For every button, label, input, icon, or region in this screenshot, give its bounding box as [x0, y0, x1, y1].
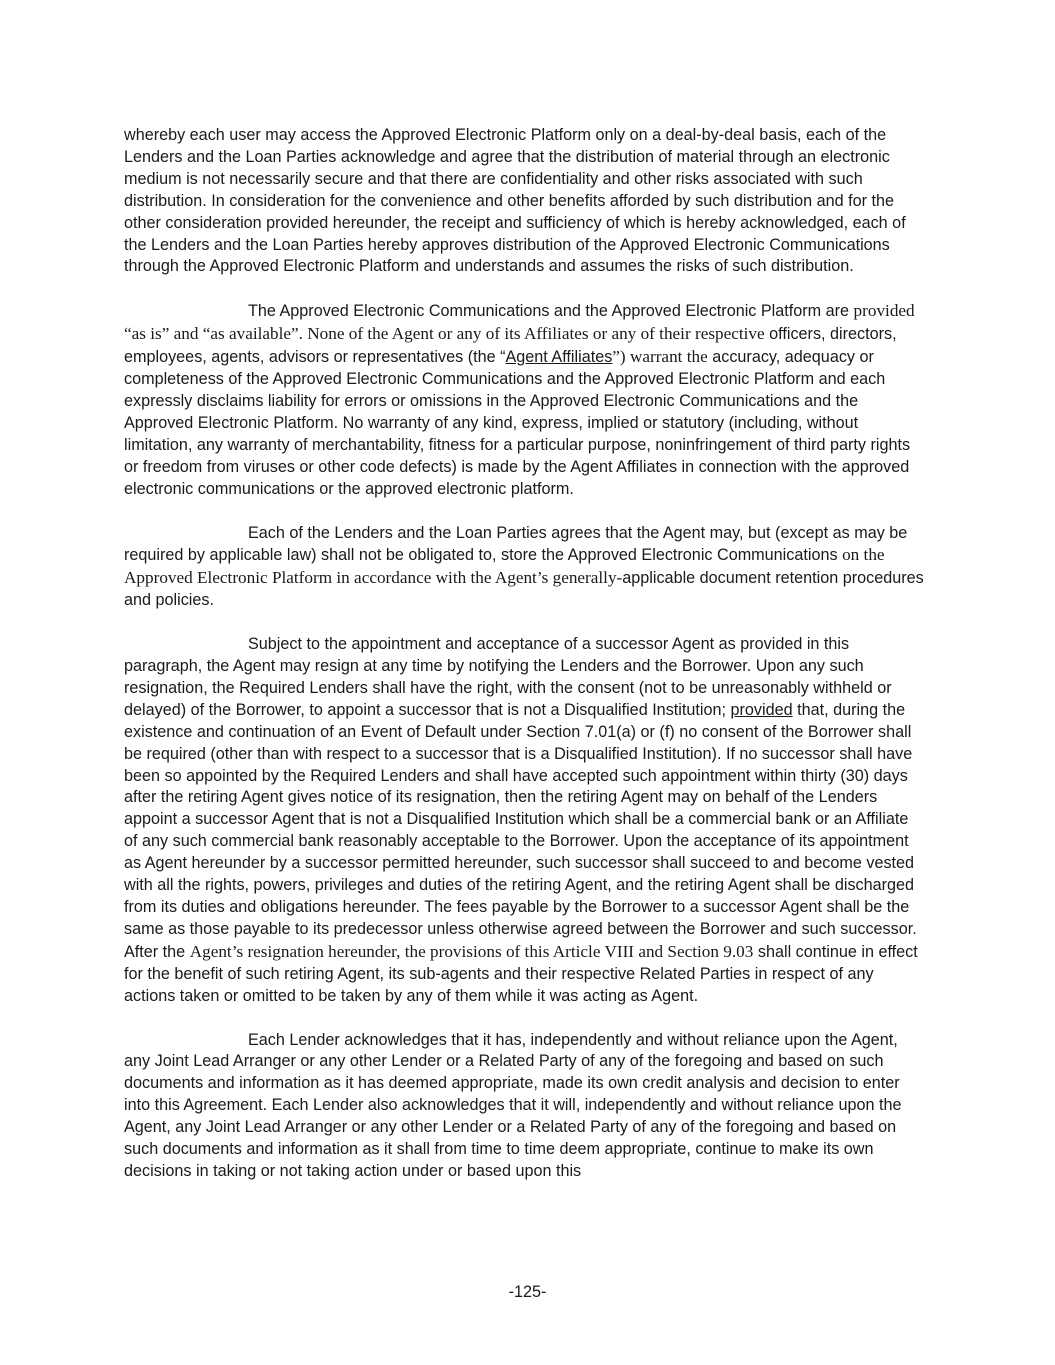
- paragraph-text: whereby each user may access the Approved Electronic Platform only on a deal-by-deal basis, each of the Lenders and the Loan Parties acknowledge and agree that the distribution of material through an electronic medium is not necessarily secure and that there are confidentiality and other risks associated with such distribution. In consideration for the convenience and other benefits afforded by such distribution and for the other consideration provided hereunder, the receipt and sufficiency of which is hereby acknowledged, each of the Lenders and the Loan Parties hereby approves distribution of the Approved Electronic Communications through the Approved Electronic Platform and understands and assumes the risks of such distribution.: [124, 126, 906, 276]
- paragraph-text: Each Lender acknowledges that it has, independently and without reliance upon the Agent, any Joint Lead Arranger or any other Lender or a Related Party of any of the foregoing and based on such documents and information as it has deemed appropriate, made its own credit analysis and decision to enter into this Agreement. Each Lender also acknowledges that it will, independently and without reliance upon the Agent, any Joint Lead Arranger or any other Lender or a Related Party of any of the foregoing and based on such documents and information as it shall from time to time deem appropriate, continue to make its own decisions in taking or not taking action under or based upon this: [124, 1030, 902, 1180]
- paragraph-text: that, during the existence and continuation of an Event of Default under Section 7.01(a) or (f) no consent of the Borrower shall be required (other than with respect to a successor that is a Disqualified Institution). If no successor shall have been so appointed by the Required Lenders and shall have accepted such appointment within thirty (30) days after the retiring Agent gives notice of its resignation, then the retiring Agent may on behalf of the Lenders appoint a successor Agent that is not a Disqualified Institution which shall be a commercial bank or an Affiliate of any such commercial bank reasonably acceptable to the Borrower. Upon the acceptance of its appointment as Agent hereunder by a successor permitted hereunder, such successor shall succeed to and become vested with all the rights, powers, privileges and duties of the retiring Agent, and the retiring Agent shall be discharged from its duties and obligations hereunder. The fees payable by the Borrower to a successor Agent shall be the same as those payable to its predecessor unless otherwise agreed between the Borrower and such successor. After the: [124, 700, 917, 961]
- paragraph-text: Subject to the appointment and acceptance of a successor Agent as provided in this paragraph, the Agent may resign at any time by notifying the Lenders and the Borrower. Upon any such resignation, the Required Lenders shall have the right, with the consent (not to be unreasonably withheld or delayed) of the Borrower, to appoint a successor that is not a Disqualified Institution;: [124, 635, 892, 719]
- paragraph-text-serif: provided “as is” and “as available”. None of the Agent or any of its Affiliates or any of their respective: [124, 301, 915, 344]
- paragraph-text-serif: on the Approved Electronic Platform in accordance with the Agent’s generally-: [124, 545, 885, 588]
- paragraph-text: The Approved Electronic Communications and the Approved Electronic Platform are: [248, 302, 850, 321]
- defined-term-agent-affiliates: Agent Affiliates: [505, 348, 613, 367]
- page-number: -125-: [508, 1283, 547, 1301]
- defined-term-provided: provided: [730, 700, 793, 719]
- paragraph-text: accuracy, adequacy or completeness of the Approved Electronic Communications and the Approved Electronic Platform and each expressly disclaims liability for errors or omissions in the Approved Electronic Communications and the Approved Electronic Platform. No warranty of any kind, express, implied or statutory (including, without limitation, any warranty of merchantability, fitness for a particular purpose, noninfringement of third party rights or freedom from viruses or other code defects) is made by the Agent Affiliates in connection with the approved electronic communications or the approved electronic platform.: [124, 348, 911, 498]
- paragraph-lender-acknowledgment: [124, 1030, 924, 1183]
- paragraph-text-serif: ”) warrant the: [612, 347, 708, 367]
- paragraph-text: officers, directors, employees, agents, advisors or representatives (the “: [124, 325, 897, 367]
- paragraph-agent-resignation: [124, 634, 924, 1007]
- paragraph-electronic-distribution: [124, 125, 924, 278]
- paragraph-storage: [124, 523, 924, 613]
- paragraph-text: Each of the Lenders and the Loan Parties agrees that the Agent may, but (except as may be required by applicable law) shall not be obligated to, store the Approved Electronic Communications: [124, 523, 908, 565]
- paragraph-as-is-disclaimer: [124, 300, 924, 500]
- document-page: [124, 125, 924, 1205]
- paragraph-text: applicable document retention procedures and policies.: [124, 569, 924, 610]
- paragraph-text-serif: Agent’s resignation hereunder, the provisions of this Article VIII and Section 9.03: [189, 941, 754, 961]
- paragraph-text: shall continue in effect for the benefit of such retiring Agent, its sub-agents and their respective Related Parties in respect of any actions taken or omitted to be taken by any of them while it was acting as Agent.: [124, 942, 918, 1005]
